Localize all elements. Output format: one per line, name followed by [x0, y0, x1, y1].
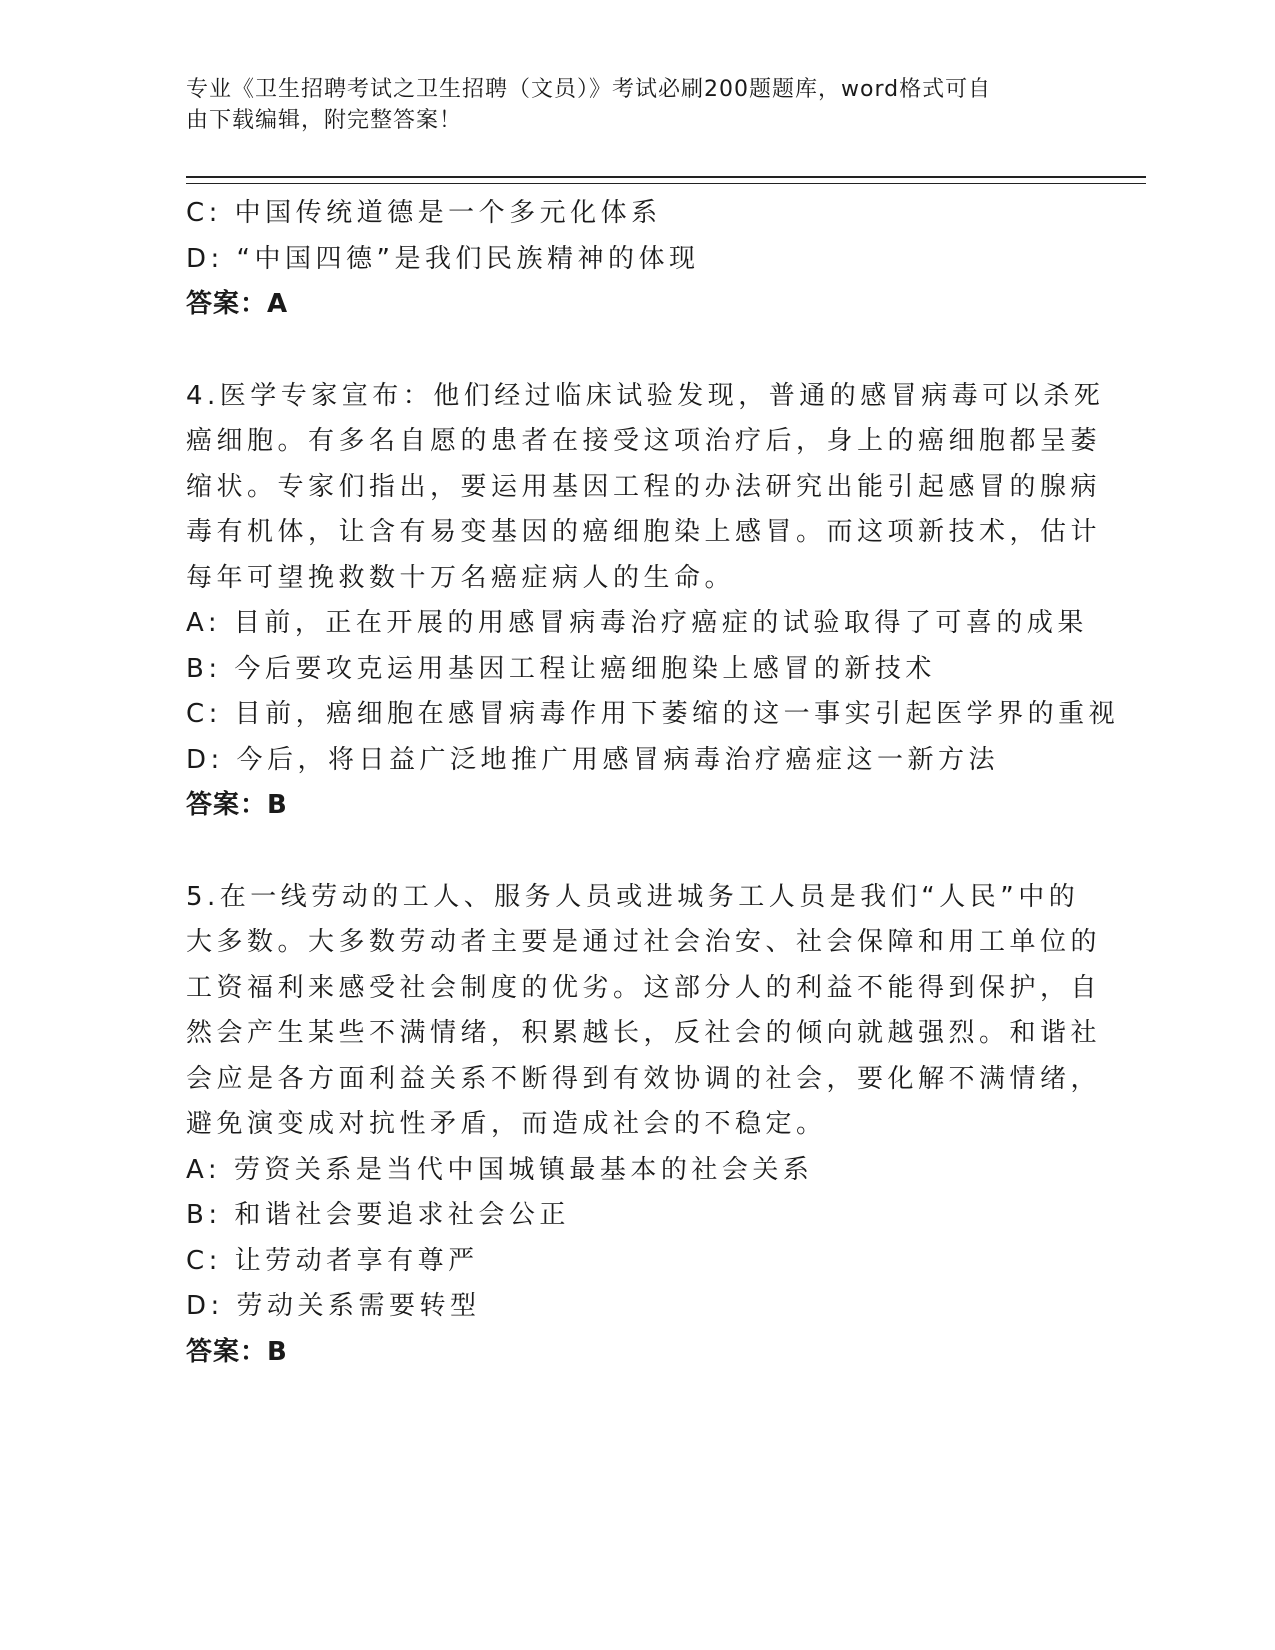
- answer: 答案：B: [186, 790, 288, 820]
- option-c: C: 让劳动者享有尊严: [186, 1245, 479, 1276]
- option-a: A: 劳资关系是当代中国城镇最基本的社会关系: [186, 1154, 814, 1185]
- question-stem-line: 会应是各方面利益关系不断得到有效协调的社会，要化解不满情绪，: [186, 1063, 1102, 1094]
- question-stem-line: 5.在一线劳动的工人、服务人员或进城务工人员是我们“人民”中的: [186, 881, 1080, 912]
- option-b: B: 今后要攻克运用基因工程让癌细胞染上感冒的新技术: [186, 653, 936, 684]
- question-content: [186, 191, 1120, 1375]
- question-stem-line: 大多数。大多数劳动者主要是通过社会治安、社会保障和用工单位的: [186, 927, 1102, 957]
- question-stem-line: 每年可望挽救数十万名癌症病人的生命。: [186, 562, 736, 593]
- question-stem-line: 工资福利来感受社会制度的优劣。这部分人的利益不能得到保护，自: [186, 972, 1102, 1003]
- answer: 答案：A: [186, 289, 289, 319]
- answer: 答案：B: [186, 1336, 288, 1367]
- question-4: [186, 374, 1120, 829]
- header-divider: [186, 176, 1146, 184]
- option-d: D: 劳动关系需要转型: [186, 1291, 481, 1321]
- option-a: A: 目前，正在开展的用感冒病毒治疗癌症的试验取得了可喜的成果: [186, 608, 1088, 638]
- option-d: D: “中国四德”是我们民族精神的体现: [186, 243, 700, 274]
- question-stem-line: 癌细胞。有多名自愿的患者在接受这项治疗后，身上的癌细胞都呈萎: [186, 426, 1102, 456]
- option-c: C: 目前，癌细胞在感冒病毒作用下萎缩的这一事实引起医学界的重视: [186, 699, 1120, 729]
- question-stem-line: 然会产生某些不满情绪，积累越长，反社会的倾向就越强烈。和谐社: [186, 1018, 1102, 1048]
- question-stem-line: 缩状。专家们指出，要运用基因工程的办法研究出能引起感冒的腺病: [186, 471, 1102, 502]
- question-stem-line: 避免演变成对抗性矛盾，而造成社会的不稳定。: [186, 1109, 827, 1139]
- previous-question-tail: [186, 191, 1086, 328]
- header-line-2: 由下载编辑，附完整答案！: [186, 108, 463, 133]
- spacer: [186, 829, 1086, 875]
- option-c: C: 中国传统道德是一个多元化体系: [186, 198, 662, 228]
- spacer: [186, 328, 1086, 374]
- question-stem-line: 毒有机体，让含有易变基因的癌细胞染上感冒。而这项新技术，估计: [186, 517, 1102, 547]
- question-5: [186, 875, 1102, 1376]
- page-header: [186, 74, 1066, 136]
- question-stem-line: 4.医学专家宣布：他们经过临床试验发现，普通的感冒病毒可以杀死: [186, 380, 1105, 411]
- option-d: D: 今后，将日益广泛地推广用感冒病毒治疗癌症这一新方法: [186, 744, 1000, 775]
- option-b: B: 和谐社会要追求社会公正: [186, 1200, 570, 1230]
- header-line-1: 专业《卫生招聘考试之卫生招聘（文员）》考试必刷200题题库，word格式可自: [186, 77, 992, 102]
